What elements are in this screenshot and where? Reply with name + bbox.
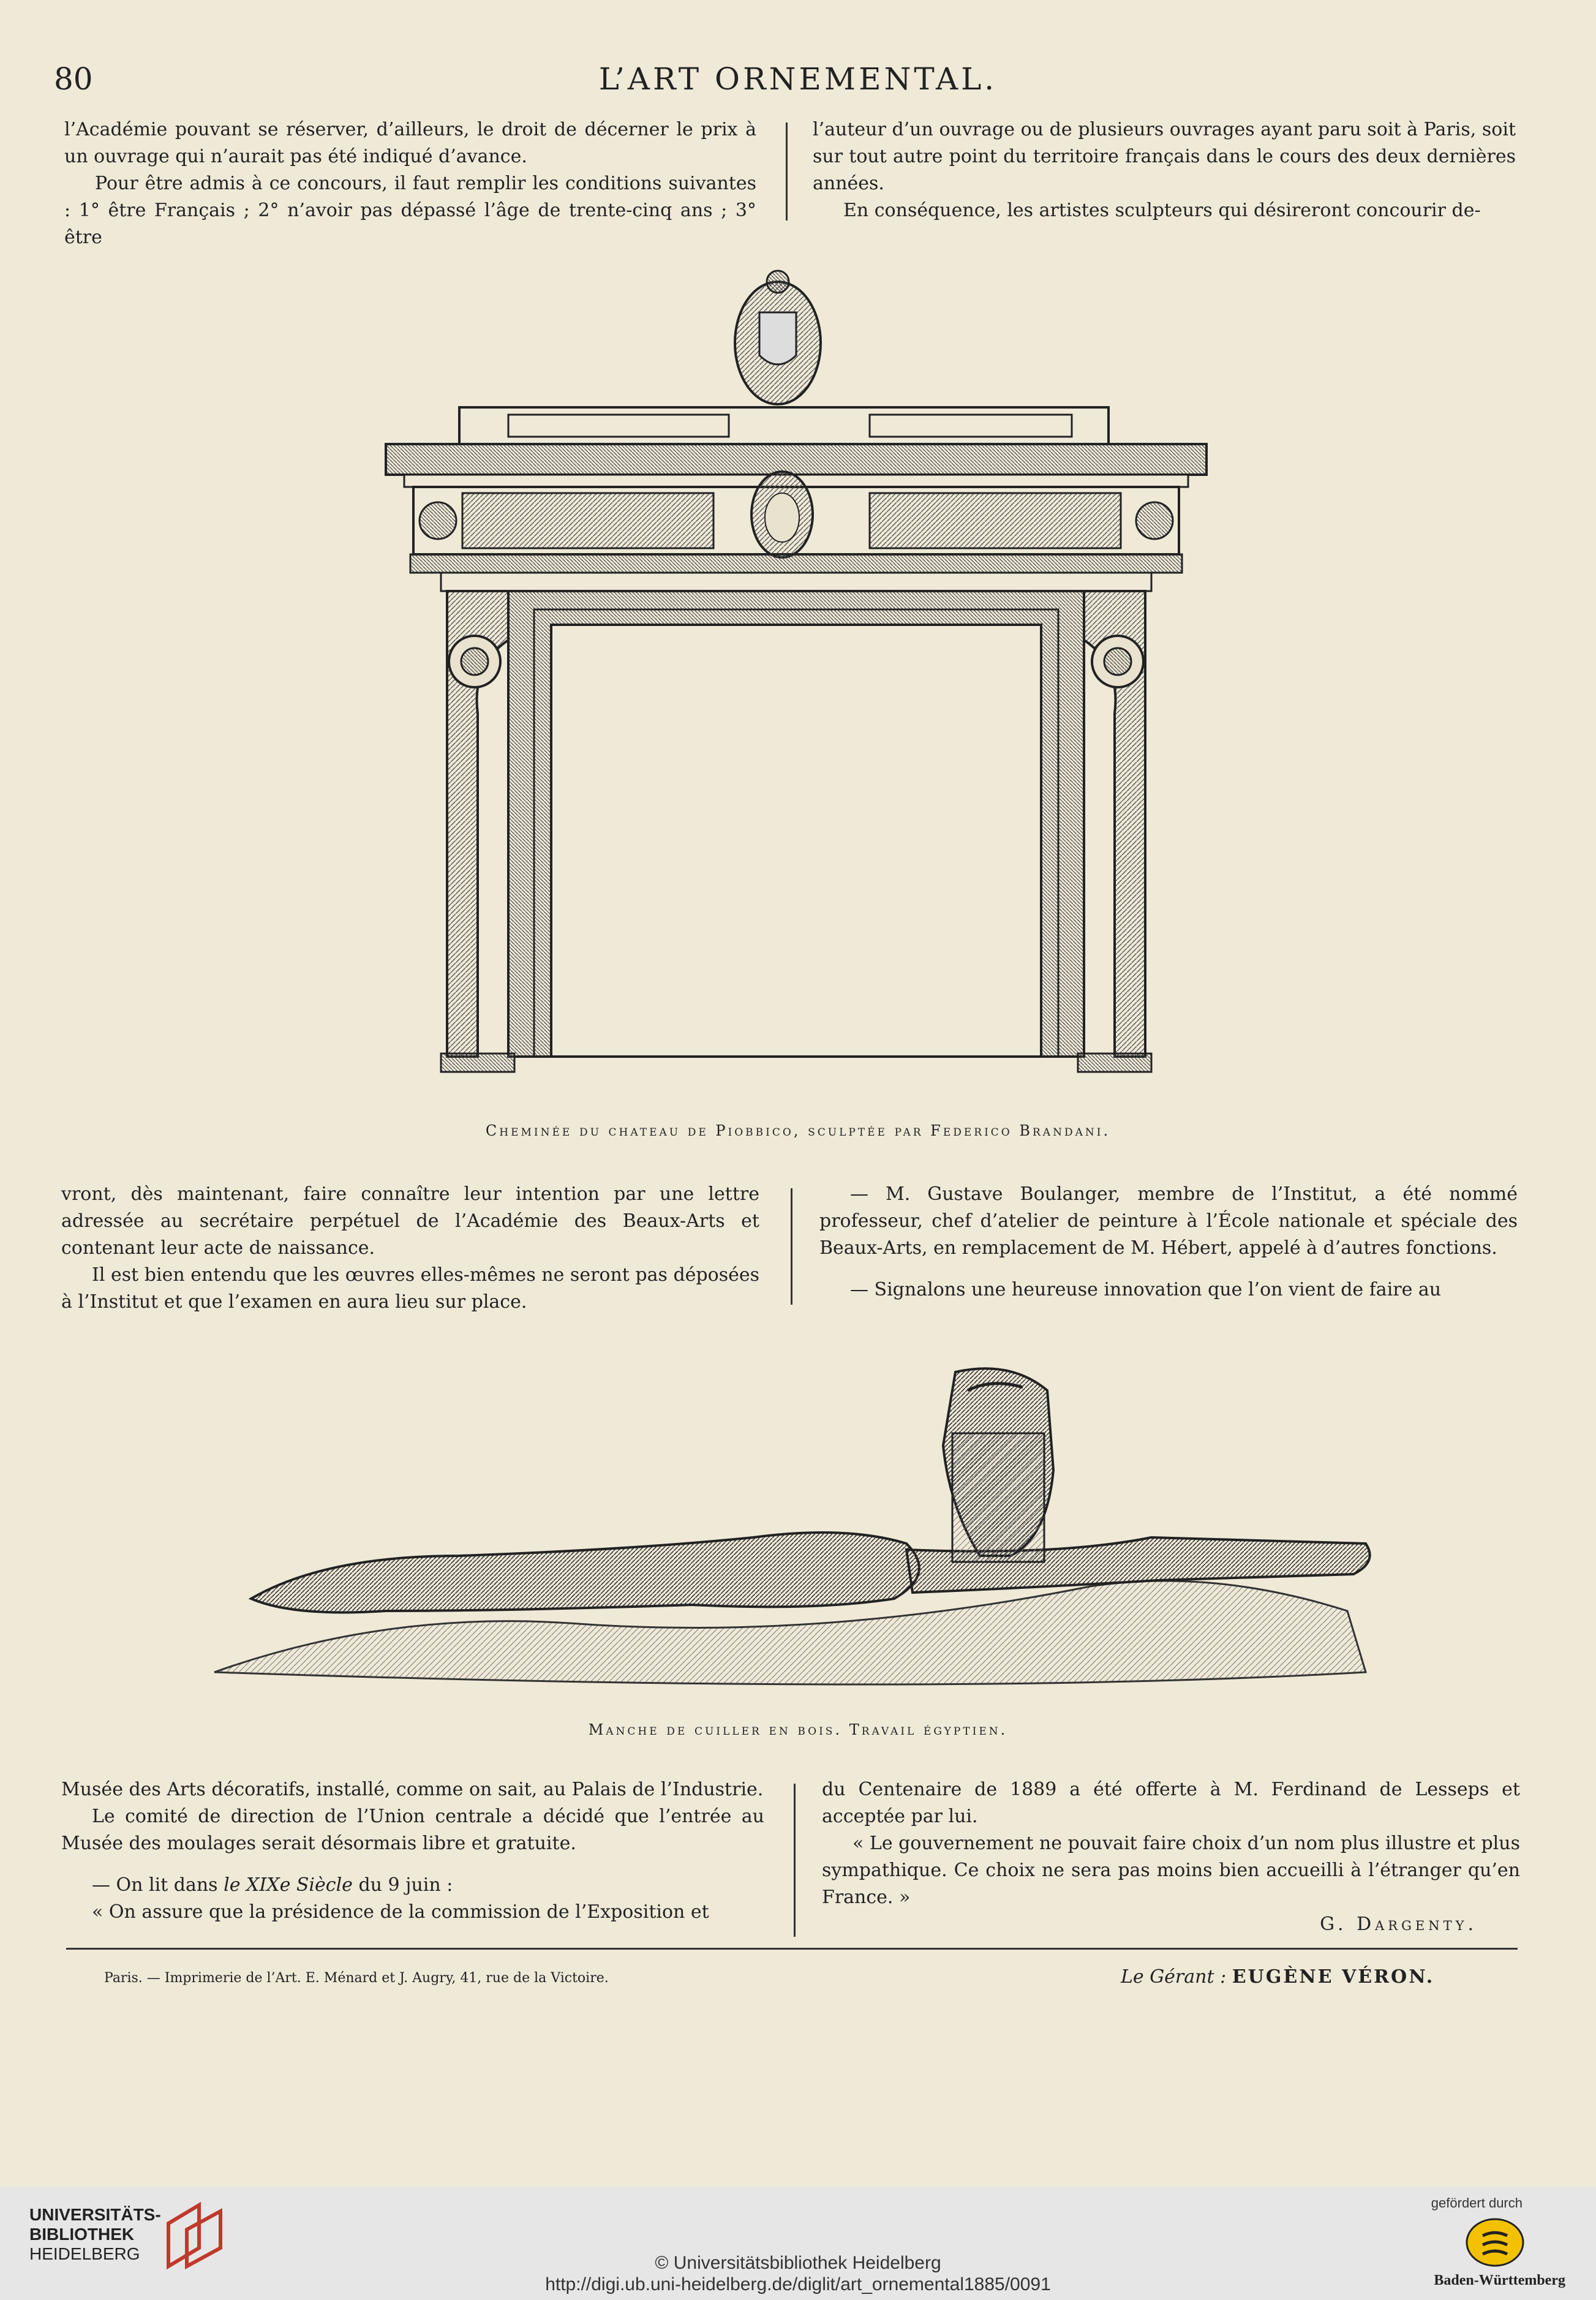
baden-wuerttemberg-crest-icon: [1464, 2217, 1526, 2268]
coat-of-arms: [735, 271, 821, 426]
paragraph: « On assure que la présidence de la commission de l’Exposition et: [92, 1901, 709, 1923]
paragraph: l’Académie pouvant se réserver, d’ailleurs, le droit de décerner le prix à un ouvrage qui n’aurait pas été indiqué d’avance.: [64, 119, 756, 167]
figure-caption-fireplace: Cheminée du chateau de Piobbico, sculptée par Federico Brandani.: [485, 1122, 1111, 1139]
gerant-label: Le Gérant :: [1121, 1966, 1227, 1988]
library-footer-band: [0, 2187, 1596, 2300]
egyptian-spoon-engraving: [202, 1354, 1402, 1721]
gerant-name: EUGÈNE VÉRON.: [1232, 1966, 1435, 1988]
newspaper-title: le XIXe Siècle: [224, 1874, 353, 1896]
mascaron-head: [751, 472, 813, 557]
page-number: 80: [54, 61, 93, 97]
footer-rule: [66, 1948, 1518, 1950]
funded-by-label: gefördert durch: [1431, 2195, 1523, 2211]
gerant-line: [1121, 1966, 1434, 1988]
column-divider: [794, 1784, 796, 1937]
middle-right-column: [819, 1181, 1518, 1303]
page-title: L’ART ORNEMENTAL.: [598, 61, 998, 97]
bottom-right-column: [822, 1776, 1520, 1938]
logo-line: BIBLIOTHEK: [29, 2225, 135, 2244]
paragraph: « Le gouvernement ne pouvait faire choix d’un nom plus illustre et plus sympathique. Ce choix ne sera pas moins bien accueilli à l’étranger qu’en France. »: [822, 1833, 1520, 1908]
signature: G. Dargenty.: [1320, 1914, 1477, 1935]
text-run: du 9 juin :: [352, 1874, 453, 1896]
paragraph: [61, 1872, 764, 1899]
logo-line: HEIDELBERG: [29, 2244, 140, 2263]
paragraph: Le comité de direction de l’Union centrale a décidé que l’entrée au Musée des moulages serait désormais libre et gratuite.: [61, 1806, 764, 1854]
fireplace-engraving: [367, 257, 1225, 1115]
logo-line: UNIVERSITÄTS-: [29, 2205, 161, 2224]
paragraph: Pour être admis à ce concours, il faut remplir les conditions suivantes : 1° être Français ; 2° n’avoir pas dépassé l’âge de trente-cinq ans ; 3° être: [64, 173, 756, 248]
top-left-column: [64, 116, 756, 251]
imprint: Paris. — Imprimerie de l’Art. E. Ménard et J. Augry, 41, rue de la Victoire.: [104, 1970, 609, 1986]
paragraph: — M. Gustave Boulanger, membre de l’Institut, a été nommé professeur, chef d’atelier de peinture à l’École nationale et spéciale des Beaux-Arts, en remplacement de M. Hébert, appelé à d’autres fonctions.: [819, 1183, 1518, 1259]
bottom-left-column: [61, 1776, 764, 1926]
paragraph: vront, dès maintenant, faire connaître leur intention par une lettre adressée au secrétaire perpétuel de l’Académie des Beaux-Arts et contenant leur acte de naissance.: [61, 1183, 759, 1259]
figure-caption-spoon: Manche de cuiller en bois. Travail égyptien.: [588, 1721, 1008, 1738]
column-divider: [786, 123, 788, 221]
paragraph: Il est bien entendu que les œuvres elles-mêmes ne seront pas déposées à l’Institut et que l’examen en aura lieu sur place.: [61, 1264, 759, 1313]
funder-name: Baden-Württemberg: [1434, 2272, 1565, 2288]
column-divider: [791, 1188, 792, 1305]
top-right-column: [813, 116, 1516, 224]
egyptian-head: [943, 1368, 1053, 1562]
text-run: — On lit dans: [92, 1874, 224, 1896]
middle-left-column: [61, 1181, 759, 1316]
paragraph: Musée des Arts décoratifs, installé, comme on sait, au Palais de l’Industrie.: [61, 1779, 764, 1800]
paragraph: — Signalons une heureuse innovation que l’on vient de faire au: [850, 1279, 1442, 1300]
paragraph: En conséquence, les artistes sculpteurs qui désireront concourir de-: [843, 200, 1481, 221]
paragraph: du Centenaire de 1889 a été offerte à M. Ferdinand de Lesseps et acceptée par lui.: [822, 1779, 1520, 1827]
copyright-line: © Universitätsbibliothek Heidelberg: [655, 2253, 941, 2273]
permalink[interactable]: http://digi.ub.uni-heidelberg.de/diglit/art_ornemental1885/0091: [545, 2274, 1051, 2294]
paragraph: l’auteur d’un ouvrage ou de plusieurs ouvrages ayant paru soit à Paris, soit sur tout autre point du territoire français dans le cours des deux dernières années.: [813, 119, 1516, 194]
